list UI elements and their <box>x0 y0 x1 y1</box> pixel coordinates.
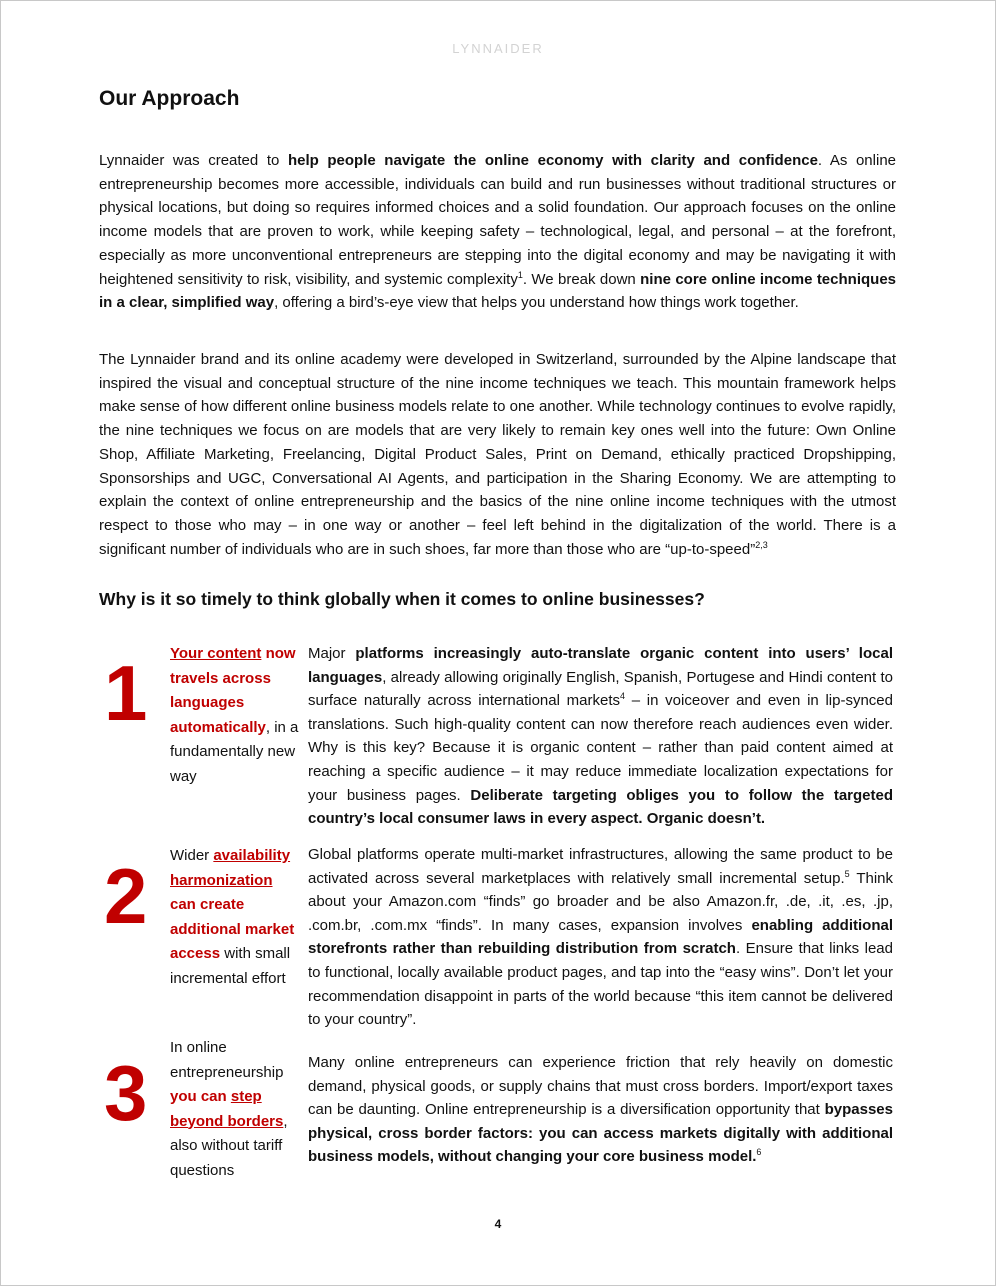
approach-paragraph-2: The Lynnaider brand and its online academy were developed in Switzerland, surrounded by the Alpine landscape that inspired the visual and conceptual structure of the nine income techniques we teach. This mountain framework helps make sense of how different online business models relate to one another. While technology continues to evolve rapidly, the nine techniques we focus on are models that are very likely to remain key ones well into the future: Own Online Shop, Affiliate Marketing, Freelancing, Digital Product Sales, Print on Demand, ethically practiced Dropshipping, Sponsorships and UGC, Conversational AI Agents, and participation in the Sharing Economy. We are attempting to explain the context of online entrepreneurship and the basics of the nine online income techniques with the utmost respect to those who may – in one way or another – feel left behind in the digitalization of the world. There is a significant number of individuals who are in such shoes, far more than those who are “up-to-speed”$^{2,3}$ <box>99 351 896 558</box>
running-header: LYNNAIDER <box>452 41 544 56</box>
item-2-number: 2 <box>104 852 148 940</box>
page-number: 4 <box>494 1217 502 1231</box>
item-1-description: Major platforms increasingly auto-translate organic content into users’ local languages, already allowing originally English, Spanish, Portugese and Hindi content to surface naturally across international markets$^4$ – in voiceover and even in lip-synced translations. Such high-quality content can now therefore reach audiences even wider. Why is this key? Because it is organic content – rather than paid content aimed at reaching a specific audience – it may reduce immediate localization expectations for your business pages. Deliberate targeting obliges you to follow the targeted country’s local consumer laws in every aspect. Organic doesn’t. <box>308 645 893 828</box>
section-title: Our Approach <box>99 87 240 110</box>
approach-paragraph-1: Lynnaider was created to help people navigate the online economy with clarity and confidence. As online entrepreneurship becomes more accessible, individuals can build and run businesses without traditional structures or physical locations, but doing so requires informed choices and a solid foundation. Our approach focuses on the online income models that are proven to work, while keeping safety – technological, legal, and personal – at the forefront, especially as more unconventional entrepreneurs are stepping into the digital economy and may be navigating it with heightened sensitivity to risk, visibility, and systemic complexity$^1$. We break down nine core online income techniques in a clear, simplified way, offering a bird’s-eye view that helps you understand how things work together. <box>99 152 896 312</box>
item-2-description: Global platforms operate multi-market infrastructures, allowing the same product to be activated across several marketplaces with relatively small incremental setup.$^5$ Think about your Amazon.com “finds” go broader and be also Amazon.fr, .de, .it, .es, .jp, .com.br, .com.mx “finds”. In many cases, expansion involves enabling additional storefronts rather than rebuilding distribution from scratch. Ensure that links lead to functional, locally available product pages, and tap into the “easy wins”. Don’t let your recommendation disappoint in parts of the world because “this item cannot be delivered to your country”. <box>308 846 893 1029</box>
subsection-title: Why is it so timely to think globally when it comes to online businesses? <box>99 589 705 609</box>
item-1-label: Your content now travels across languages automatically, in a fundamentally new way <box>170 645 299 785</box>
item-3-label: In online entrepreneurship you can step beyond borders, also without tariff questions <box>170 1039 288 1179</box>
item-2-label: Wider availability harmonization can create additional market access with small incremental effort <box>170 847 295 987</box>
item-3-number: 3 <box>104 1049 148 1137</box>
item-3-description: Many online entrepreneurs can experience friction that rely heavily on domestic demand, physical goods, or supply chains that must cross borders. Import/export taxes can be daunting. Online entrepreneurship is a diversification opportunity that bypasses physical, cross border factors: you can access markets digitally with additional business models, without changing your core business model.$^6$ <box>308 1054 893 1166</box>
item-1-number: 1 <box>104 649 148 737</box>
